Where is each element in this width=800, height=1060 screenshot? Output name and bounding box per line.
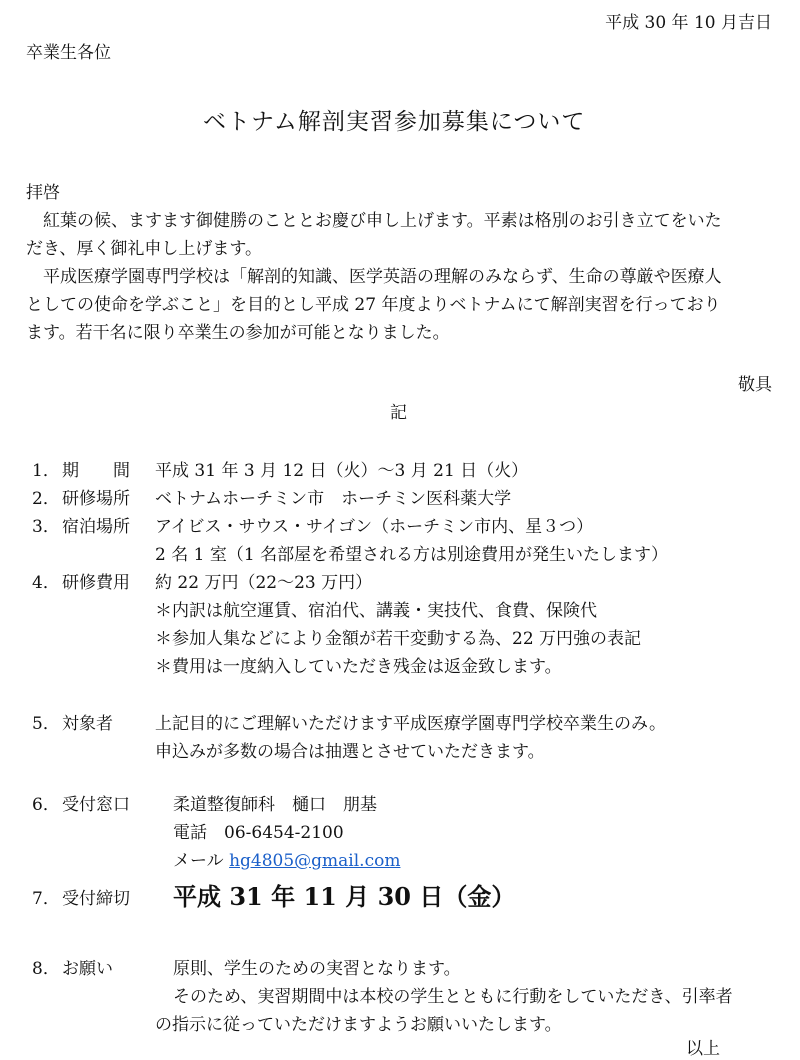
item-number: 4． bbox=[32, 573, 60, 593]
contact-phone: 電話 06-6454-2100 bbox=[173, 823, 344, 843]
body-line: ます。若干名に限り卒業生の参加が可能となりました。 bbox=[26, 323, 450, 343]
item-value: 申込みが多数の場合は抽選とさせていただきます。 bbox=[155, 742, 545, 762]
item-note: ＊費用は一度納入していただき残金は返金致します。 bbox=[155, 657, 562, 677]
item-value: 平成 31 年 3 月 12 日（火）～3 月 21 日（火） bbox=[155, 461, 529, 481]
item-value: そのため、実習期間中は本校の学生とともに行動をしていただき、引率者 bbox=[173, 987, 733, 1007]
contact-mail bbox=[173, 846, 400, 871]
body-line: だき、厚く御礼申し上げます。 bbox=[26, 239, 262, 259]
item-value: 原則、学生のための実習となります。 bbox=[173, 959, 461, 979]
end-mark: 以上 bbox=[686, 1039, 720, 1059]
item-number: 5． bbox=[32, 714, 60, 734]
contact-name: 柔道整復師科 樋口 朋基 bbox=[173, 795, 377, 815]
item-label: 対象者 bbox=[62, 714, 113, 734]
item-label: お願い bbox=[62, 959, 113, 979]
deadline-date: 平成 31 年 11 月 30 日（金） bbox=[173, 882, 516, 911]
item-note: ＊参加人集などにより金額が若干変動する為、22 万円強の表記 bbox=[155, 629, 642, 649]
email-link[interactable]: hg4805@gmail.com bbox=[229, 851, 401, 871]
item-value: 2 名 1 室（1 名部屋を希望される方は別途費用が発生いたします） bbox=[155, 545, 669, 565]
mail-label: メール bbox=[173, 851, 224, 871]
recipient: 卒業生各位 bbox=[26, 43, 111, 63]
item-label: 研修費用 bbox=[62, 573, 130, 593]
item-number: 1． bbox=[32, 461, 60, 481]
item-value: 約 22 万円（22～23 万円） bbox=[155, 573, 373, 593]
ki-heading: 記 bbox=[390, 403, 407, 423]
item-value: ベトナムホーチミン市 ホーチミン医科薬大学 bbox=[155, 489, 512, 509]
item-label: 受付窓口 bbox=[62, 795, 130, 815]
body-line: としての使命を学ぶこと」を目的とし平成 27 年度よりベトナムにて解剖実習を行っており bbox=[26, 295, 721, 315]
item-value: アイビス・サウス・サイゴン（ホーチミン市内、星３つ） bbox=[155, 517, 594, 537]
item-number: 7． bbox=[32, 889, 60, 909]
item-number: 6． bbox=[32, 795, 60, 815]
item-note: ＊内訳は航空運賃、宿泊代、講義・実技代、食費、保険代 bbox=[155, 601, 597, 621]
item-number: 8． bbox=[32, 959, 60, 979]
item-value: 上記目的にご理解いただけます平成医療学園専門学校卒業生のみ。 bbox=[155, 714, 667, 734]
issue-date: 平成 30 年 10 月吉日 bbox=[605, 13, 772, 33]
item-label: 受付締切 bbox=[62, 889, 130, 909]
body-line: 紅葉の候、ますます御健勝のこととお慶び申し上げます。平素は格別のお引き立てをいた bbox=[26, 211, 722, 231]
page-title: ベトナム解剖実習参加募集について bbox=[203, 109, 586, 135]
item-value: の指示に従っていただけますようお願いいたします。 bbox=[155, 1015, 562, 1035]
item-label: 期 間 bbox=[62, 461, 130, 481]
item-number: 2． bbox=[32, 489, 60, 509]
closing: 敬具 bbox=[738, 375, 772, 395]
greeting: 拝啓 bbox=[26, 183, 60, 203]
item-label: 研修場所 bbox=[62, 489, 130, 509]
item-number: 3． bbox=[32, 517, 60, 537]
item-label: 宿泊場所 bbox=[62, 517, 130, 537]
body-line: 平成医療学園専門学校は「解剖的知識、医学英語の理解のみならず、生命の尊厳や医療人 bbox=[26, 267, 722, 287]
